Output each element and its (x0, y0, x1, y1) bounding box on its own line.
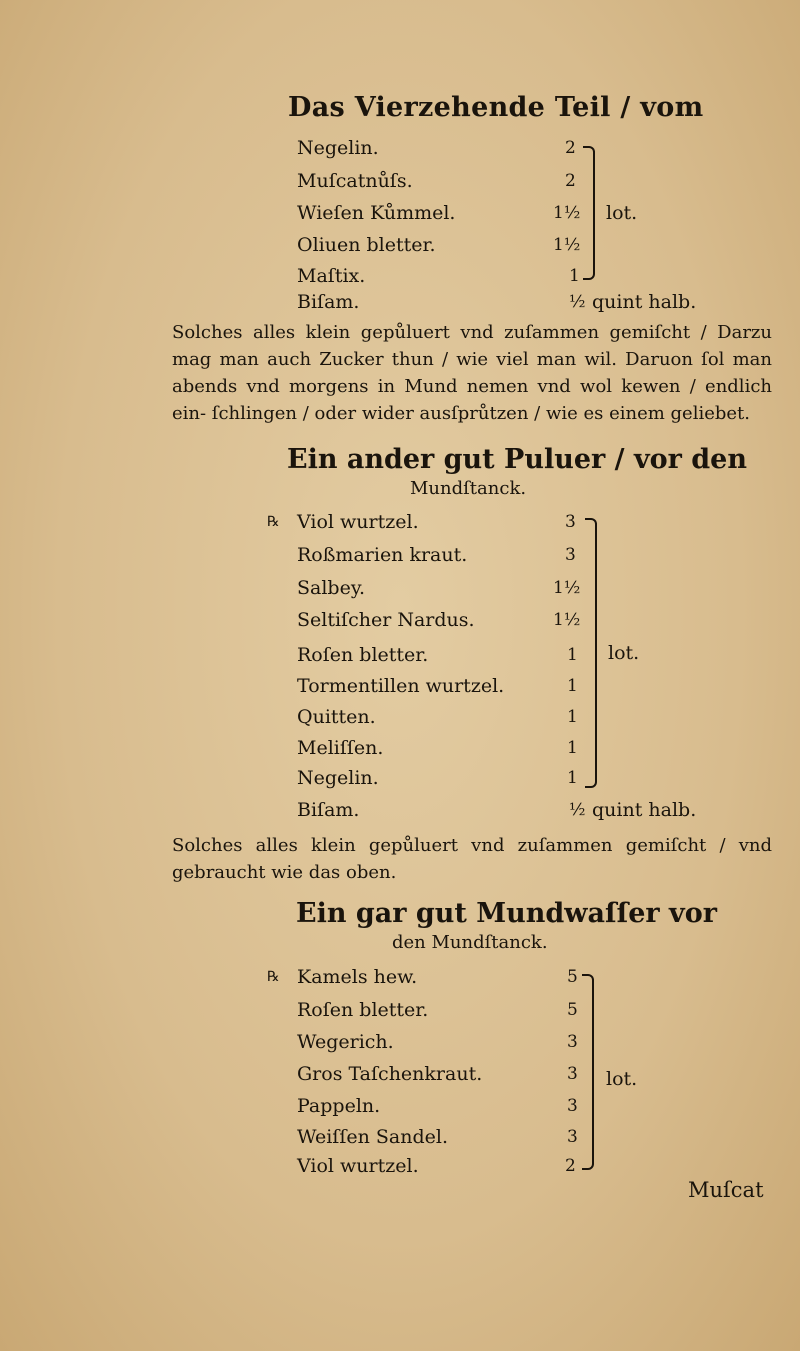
ingredient-name: Kamels hew. (297, 966, 418, 988)
ingredient-name: Quitten. (297, 706, 376, 728)
ingredient-name: Gros Taſchenkraut. (297, 1063, 483, 1085)
ingredient-row (297, 995, 587, 1025)
instruction-paragraph: Solches alles klein gepůluert vnd zuſammen gemiſcht / Darzu mag man auch Zucker thun / wie viel man wil. Daruon ſol man abends vnd morgens in Mund nemen vnd wol kewen / endlich ein- ſchlingen / oder wider ausſprůtzen / wie es einem geliebet. (172, 322, 772, 424)
recipe-subtitle: Mundſtanck. (410, 478, 527, 499)
ingredient-qty: 5 (567, 1000, 578, 1020)
ingredient-row (267, 962, 587, 992)
ingredient-qty: 3 (567, 1096, 578, 1116)
unit-label: lot. (608, 642, 640, 664)
ingredient-row (297, 230, 587, 260)
ingredient-name: Viol wurtzel. (297, 1155, 419, 1177)
ingredient-row (297, 540, 587, 570)
recipe-title: Ein gar gut Mundwaſſer vor (296, 898, 717, 929)
ingredient-row (297, 733, 587, 763)
unit-label: lot. (606, 1068, 638, 1090)
ingredient-qty: ½ (569, 800, 586, 820)
ingredient-row (297, 702, 587, 732)
ingredient-name: Biſam. (297, 799, 360, 821)
recipe-symbol-icon: ℞ (267, 514, 280, 530)
ingredient-qty: 1½ (553, 610, 581, 630)
ingredient-unit: quint halb. (592, 291, 697, 313)
ingredient-unit: quint halb. (592, 799, 697, 821)
ingredient-qty: 1 (569, 266, 580, 286)
ingredient-row (297, 671, 587, 701)
ingredient-row (297, 1151, 587, 1181)
ingredient-name: Wegerich. (297, 1031, 394, 1053)
curly-brace (583, 146, 595, 280)
ingredient-qty: 1 (567, 738, 578, 758)
ingredient-qty: 3 (567, 1032, 578, 1052)
ingredient-qty: 5 (567, 967, 578, 987)
ingredient-qty: 3 (567, 1064, 578, 1084)
page-header: Das Vierzehende Teil / vom (288, 92, 704, 123)
ingredient-row (297, 166, 587, 196)
ingredient-qty: 1½ (553, 235, 581, 255)
ingredient-row (297, 640, 587, 670)
ingredient-name: Negelin. (297, 137, 379, 159)
ingredient-row (297, 1091, 587, 1121)
ingredient-qty: 2 (565, 1156, 576, 1176)
ingredient-qty: 3 (567, 1127, 578, 1147)
ingredient-name: Weiſſen Sandel. (297, 1126, 448, 1148)
ingredient-name: Roſen bletter. (297, 644, 429, 666)
instruction-paragraph: Solches alles klein gepůluert vnd zuſammen gemiſcht / vnd gebraucht wie das oben. (172, 835, 772, 883)
ingredient-name: Seltiſcher Nardus. (297, 609, 475, 631)
ingredient-qty: 3 (565, 512, 576, 532)
recipe-title: Ein ander gut Puluer / vor den (287, 444, 747, 475)
ingredient-row (297, 1027, 587, 1057)
ingredient-name: Pappeln. (297, 1095, 381, 1117)
ingredient-row (297, 198, 587, 228)
ingredient-qty: 1 (567, 768, 578, 788)
ingredient-name: Viol wurtzel. (297, 511, 419, 533)
recipe-subtitle: den Mundſtanck. (392, 932, 548, 953)
curly-brace (582, 974, 594, 1170)
ingredient-qty: ½ (569, 292, 586, 312)
ingredient-name: Biſam. (297, 291, 360, 313)
ingredient-row (297, 605, 587, 635)
recipe-symbol-icon: ℞ (267, 969, 280, 985)
ingredient-qty: 1 (567, 645, 578, 665)
curly-brace (585, 518, 597, 788)
ingredient-name: Roßmarien kraut. (297, 544, 468, 566)
ingredient-row (297, 133, 587, 163)
ingredient-qty: 2 (565, 138, 576, 158)
ingredient-row (297, 763, 587, 793)
ingredient-name: Negelin. (297, 767, 379, 789)
catchword: Muſcat (688, 1178, 764, 1202)
ingredient-name: Maſtix. (297, 265, 366, 287)
unit-label: lot. (606, 202, 638, 224)
ingredient-qty: 2 (565, 171, 576, 191)
ingredient-row (297, 287, 717, 317)
ingredient-row (297, 573, 587, 603)
ingredient-qty: 3 (565, 545, 576, 565)
ingredient-row (297, 1059, 587, 1089)
ingredient-qty: 1 (567, 676, 578, 696)
ingredient-row (297, 795, 717, 825)
ingredient-row (267, 507, 587, 537)
ingredient-name: Tormentillen wurtzel. (297, 675, 505, 697)
ingredient-qty: 1½ (553, 578, 581, 598)
ingredient-name: Salbey. (297, 577, 366, 599)
ingredient-name: Roſen bletter. (297, 999, 429, 1021)
ingredient-qty: 1 (567, 707, 578, 727)
ingredient-name: Oliuen bletter. (297, 234, 436, 256)
ingredient-name: Wieſen Kůmmel. (297, 202, 456, 224)
ingredient-row (297, 1122, 587, 1152)
ingredient-name: Meliſſen. (297, 737, 384, 759)
ingredient-qty: 1½ (553, 203, 581, 223)
ingredient-name: Muſcatnůſs. (297, 170, 413, 192)
